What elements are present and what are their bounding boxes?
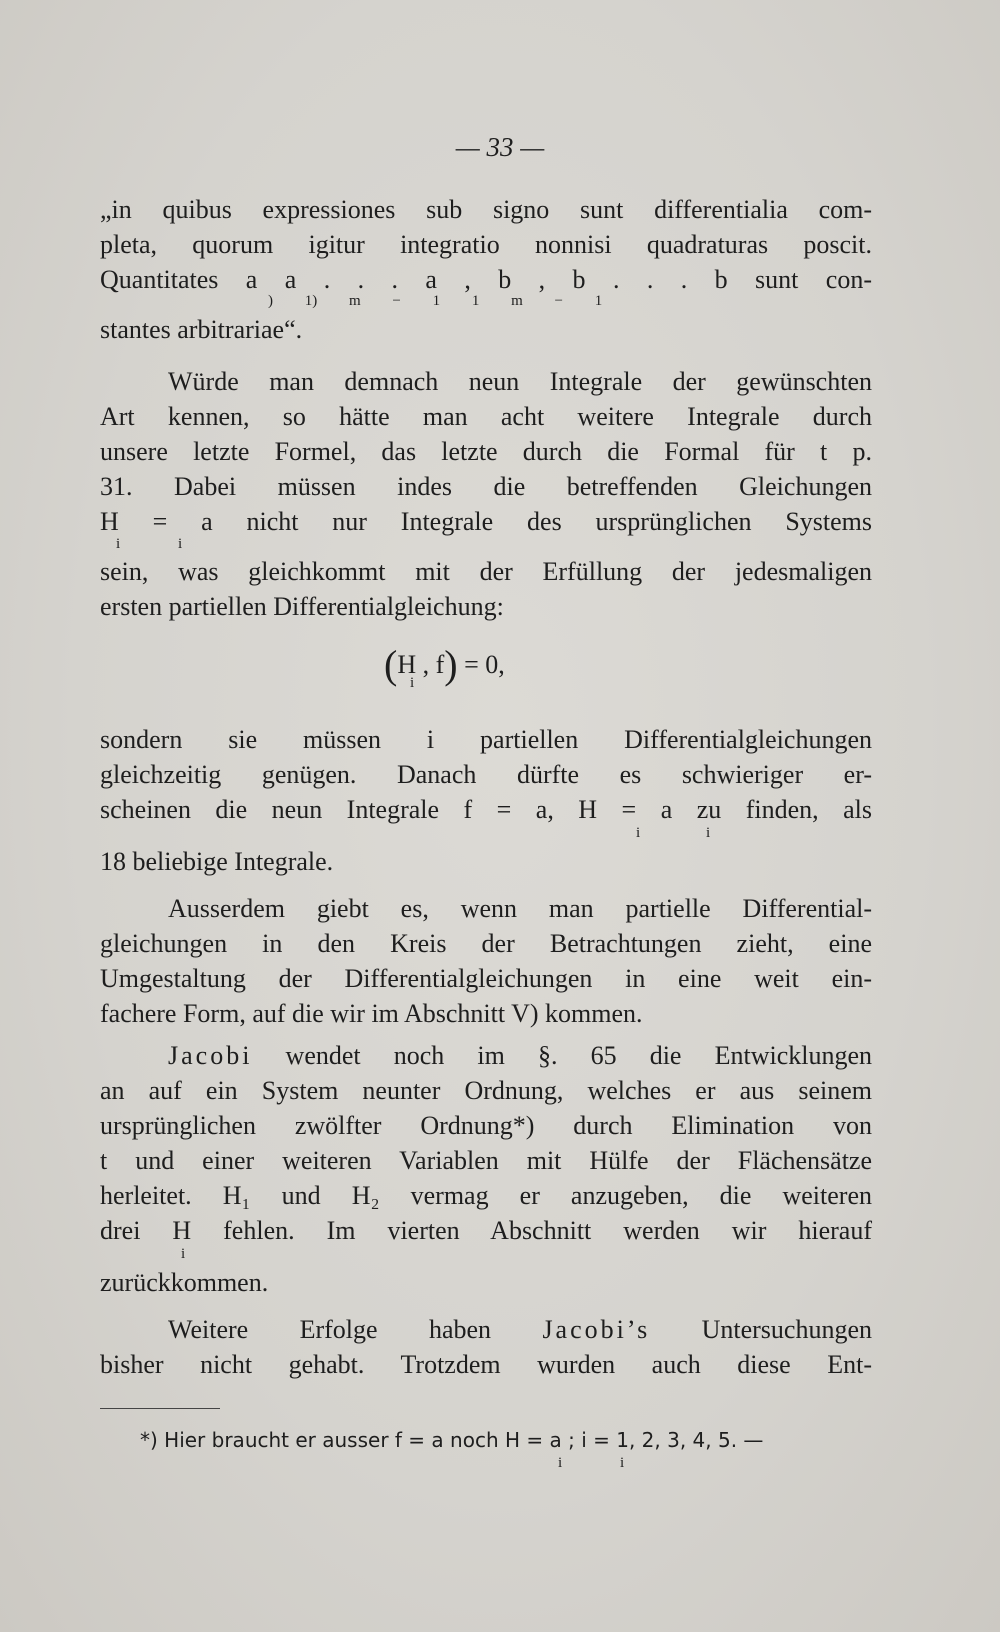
text-line: Quantitates a a . . . a , b , b . . . b sunt con-: [100, 265, 872, 294]
subscript: i: [706, 825, 711, 841]
subscript-row: ) 1) m − 1 1 m − 1: [268, 293, 603, 309]
author-name: Jacobi’s: [542, 1315, 651, 1344]
text-line: unsere letzte Formel, das letzte durch die Formal für t p.: [100, 437, 872, 466]
text-line: Jacobi wendet noch im §. 65 die Entwicklungen: [168, 1041, 872, 1070]
text-line: 18 beliebige Integrale.: [100, 847, 334, 876]
text-line: drei H fehlen. Im vierten Abschnitt werden wir hierauf: [100, 1216, 872, 1245]
text-line: Umgestaltung der Differentialgleichungen in eine weit ein-: [100, 964, 872, 993]
text-line: Ausserdem giebt es, wenn man partielle Differential-: [168, 894, 872, 923]
text-line: 31. Dabei müssen indes die betreffenden Gleichungen: [100, 472, 872, 501]
text-line: herleitet. H₁ und H₂ vermag er anzugeben, die weiteren: [100, 1181, 872, 1210]
formula-inner: H , f: [397, 650, 445, 679]
subscript: i: [410, 675, 415, 691]
text-line: bisher nicht gehabt. Trotzdem wurden auch diese Ent-: [100, 1350, 872, 1379]
footnote-rule: [100, 1408, 220, 1409]
text-line: stantes arbitrariae“.: [100, 315, 303, 344]
formula: (H , f) = 0,: [384, 642, 505, 687]
text-line: zurückkommen.: [100, 1268, 269, 1297]
text-line: Weitere Erfolge haben Jacobi’s Untersuchungen: [168, 1315, 873, 1344]
text-line: Art kennen, so hätte man acht weitere Integrale durch: [100, 402, 872, 431]
formula-rest: = 0,: [464, 650, 505, 679]
subscript: i: [181, 1246, 186, 1262]
text-line: H = a nicht nur Integrale des ursprünglichen Systems: [100, 507, 872, 536]
text-line: t und einer weiteren Variablen mit Hülfe der Flächensätze: [100, 1146, 872, 1175]
text-line: an auf ein System neunter Ordnung, welches er aus seinem: [100, 1076, 872, 1105]
text-line: scheinen die neun Integrale f = a, H = a zu finden, als: [100, 795, 872, 824]
text-line: gleichungen in den Kreis der Betrachtungen zieht, eine: [100, 929, 872, 958]
text-line: ursprünglichen zwölfter Ordnung*) durch Elimination von: [100, 1111, 872, 1140]
page-number: — 33 —: [455, 132, 545, 162]
subscript: i: [178, 536, 183, 552]
subscript: i: [620, 1455, 625, 1471]
text-line: „in quibus expressiones sub signo sunt differentialia com-: [100, 195, 872, 224]
footnote: *) Hier braucht er ausser f = a noch H = a ; i = 1, 2, 3, 4, 5. —: [140, 1428, 764, 1452]
text-line: pleta, quorum igitur integratio nonnisi quadraturas poscit.: [100, 230, 872, 259]
subscript: i: [116, 536, 121, 552]
text-line: sondern sie müssen i partiellen Differentialgleichungen: [100, 725, 872, 754]
text-line: fachere Form, auf die wir im Abschnitt V) kommen.: [100, 999, 643, 1028]
text-line: ersten partiellen Differentialgleichung:: [100, 592, 504, 621]
subscript: i: [636, 825, 641, 841]
subscript: i: [558, 1455, 563, 1471]
author-name: Jacobi: [168, 1041, 253, 1070]
text-line: Würde man demnach neun Integrale der gewünschten: [168, 367, 872, 396]
text-line: sein, was gleichkommt mit der Erfüllung der jedesmaligen: [100, 557, 872, 586]
text-line: gleichzeitig genügen. Danach dürfte es schwieriger er-: [100, 760, 872, 789]
